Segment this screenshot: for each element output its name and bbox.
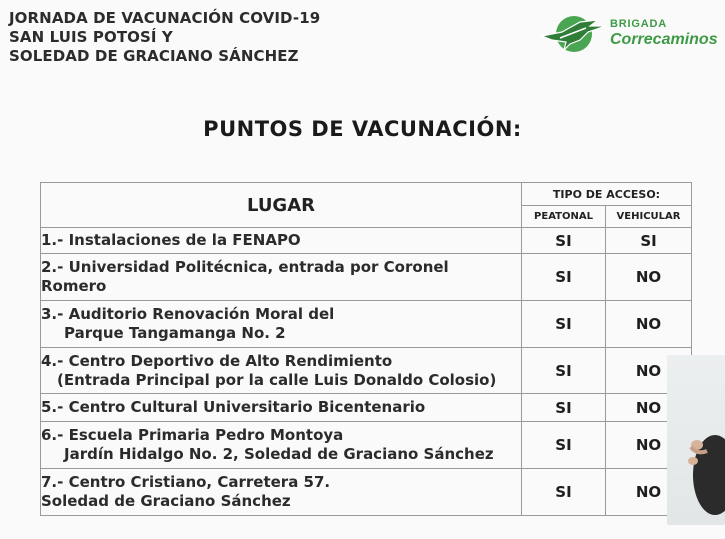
table-row [41, 348, 692, 394]
pedestrian-access-value: SI [522, 228, 606, 254]
interpreter-figure-icon [667, 355, 725, 525]
vehicular-access-value: NO [606, 301, 692, 348]
sign-language-interpreter-video [667, 355, 725, 525]
column-header-pedestrian: PEATONAL [522, 206, 606, 228]
place-name: 7.- Centro Cristiano, Carretera 57. [41, 473, 331, 491]
event-title-line: SOLEDAD DE GRACIANO SÁNCHEZ [9, 47, 299, 65]
place-detail: Romero [41, 277, 107, 295]
vehicular-access-value: NO [606, 254, 692, 301]
pedestrian-access-value: SI [522, 469, 606, 516]
vaccination-points-table [40, 182, 692, 516]
table-row [41, 422, 692, 469]
vehicular-access-value: SI [606, 228, 692, 254]
place-cell [41, 394, 522, 422]
table-row [41, 394, 692, 422]
pedestrian-access-value: SI [522, 348, 606, 394]
place-name: 6.- Escuela Primaria Pedro Montoya [41, 426, 344, 444]
column-header-place: LUGAR [41, 183, 522, 228]
roadrunner-icon [540, 14, 608, 54]
place-detail: Parque Tangamanga No. 2 [64, 324, 286, 342]
place-name: 2.- Universidad Politécnica, entrada por Coronel [41, 258, 449, 276]
table-row [41, 228, 692, 254]
place-detail: Soledad de Graciano Sánchez [41, 492, 291, 510]
place-name: 4.- Centro Deportivo de Alto Rendimiento [41, 351, 393, 370]
pedestrian-access-value: SI [522, 254, 606, 301]
place-cell [41, 348, 522, 394]
column-header-vehicular: VEHICULAR [606, 206, 692, 228]
table-row [41, 301, 692, 348]
place-name: 3.- Auditorio Renovación Moral del [41, 305, 335, 323]
vehicular-access-value: NO [606, 394, 692, 422]
brigada-correcaminos-logo [540, 14, 718, 56]
page-title: PUNTOS DE VACUNACIÓN: [203, 117, 522, 141]
table-row [41, 254, 692, 301]
place-detail: Jardín Hidalgo No. 2, Soledad de Graciano Sánchez [64, 445, 494, 463]
pedestrian-access-value: SI [522, 394, 606, 422]
place-cell [41, 228, 522, 254]
pedestrian-access-value: SI [522, 422, 606, 469]
place-cell [41, 254, 522, 301]
vehicular-access-value: NO [606, 469, 692, 516]
place-detail: (Entrada Principal por la calle Luis Donaldo Colosio) [57, 370, 497, 389]
place-name: 5.- Centro Cultural Universitario Bicentenario [41, 398, 426, 416]
logo-line-2: Correcaminos [610, 31, 718, 48]
vehicular-access-value: NO [606, 422, 692, 469]
event-title-line: SAN LUIS POTOSÍ Y [9, 28, 173, 46]
place-name: 1.- Instalaciones de la FENAPO [41, 231, 301, 249]
event-title-line: JORNADA DE VACUNACIÓN COVID-19 [9, 9, 321, 27]
table-row [41, 469, 692, 516]
logo-line-1: BRIGADA [610, 18, 667, 30]
logo-text [610, 18, 718, 49]
column-header-access-type: TIPO DE ACCESO: [522, 183, 692, 206]
place-cell [41, 469, 522, 516]
place-cell [41, 301, 522, 348]
event-title [9, 9, 320, 66]
place-cell [41, 422, 522, 469]
pedestrian-access-value: SI [522, 301, 606, 348]
vehicular-access-value: NO [606, 348, 692, 394]
